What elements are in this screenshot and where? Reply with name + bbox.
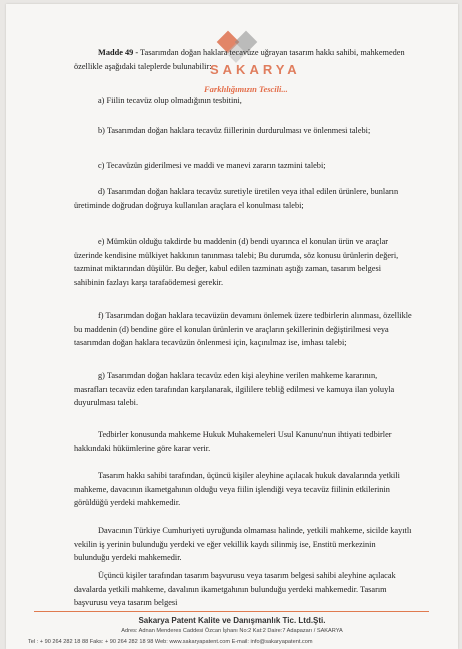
paragraph-yetkili-mahkeme: Tasarım hakkı sahibi tarafından, üçüncü kişiler aleyhine açılacak hukuk davalarında yetkili mahkeme, davacının ikametgahının olduğu veya fiilin işlendiği veya tecavüz fiilinin etkilerinin görüldüğü yerdeki mahkemedir. bbox=[74, 471, 400, 508]
article-item-d: d) Tasarımdan doğan haklara tecavüz suretiyle üretilen veya ithal edilen ürünlere, bunların üretiminde doğrudan doğruya kullanılan araçlara el konulması talebi; bbox=[74, 187, 399, 210]
footer-address: Adres: Adnan Menderes Caddesi Özcan İşhanı No:2 Kat:2 Daire:7 Adapazarı / SAKARYA bbox=[121, 628, 343, 634]
logo-tagline: Farklılığımızın Tescili... bbox=[204, 84, 288, 94]
footer-contact: Tel : + 90 264 282 18 88 Faks: + 90 264 282 18 98 Web: www.sakaryapatent.com E-mail: info@sakaryapatent.com bbox=[28, 639, 313, 645]
article-item-f: f) Tasarımdan doğan haklara tecavüzün devamını önlemek üzere tedbirlerin alınması, özellikle bu maddenin (d) bendine göre el konulan ürünlerin ve araçların şekillerinin değiştirilmesi veya tasarımdan doğan haklara tecavüzün önlenmesi için, kaçınılmaz ise, imhası talebi; bbox=[74, 311, 412, 348]
footer-divider bbox=[34, 611, 429, 612]
paragraph-ucuncu-kisiler: Üçüncü kişiler tarafından tasarım başvurusu veya tasarım belgesi sahibi aleyhine açılacak davalarda yetkili mahkeme, davalının ikametgahının bulunduğu yerdeki mahkemedir. Tasarım başvurusu veya tasarım belgesi bbox=[74, 571, 396, 608]
paragraph-tedbirler: Tedbirler konusunda mahkeme Hukuk Muhakemeleri Usul Kanunu'nun ihtiyati tedbirler hakkındaki hükümlerine göre karar verir. bbox=[74, 430, 392, 453]
footer-company-name: Sakarya Patent Kalite ve Danışmanlık Tic. Ltd.Şti. bbox=[138, 616, 326, 625]
article-item-c: c) Tecavüzün giderilmesi ve maddi ve manevi zararın tazmini talebi; bbox=[98, 161, 326, 170]
article-item-g: g) Tasarımdan doğan haklara tecavüz eden kişi aleyhine verilen mahkeme kararının, masrafları tecavüz eden tarafından karşılanarak, ilgililere tebliğ edilmesi ve kamuya ilan yoluyla duyurulması talebi. bbox=[74, 371, 395, 408]
paragraph-yabanci-davaci: Davacının Türkiye Cumhuriyeti uyruğunda olmaması halinde, yetkili mahkeme, sicilde kayıtlı vekilin iş yerinin bulunduğu yerdeki ve eğer vekillik kaydı silinmiş ise, Enstitü merkezinin bulunduğu yerdeki mahkemedir. bbox=[74, 526, 412, 563]
document-page bbox=[6, 4, 458, 649]
article-heading: Madde 49 - bbox=[98, 48, 139, 57]
logo-wordmark: SAKARYA bbox=[210, 62, 301, 77]
article-intro bbox=[74, 46, 412, 73]
article-intro-text: Tasarımdan doğan haklara tecavüze uğrayan tasarım hakkı sahibi, mahkemeden özellikle aşağıdaki taleplerde bulunabilir: bbox=[74, 48, 405, 71]
article-item-e: e) Mümkün olduğu takdirde bu maddenin (d) bendi uyarınca el konulan ürün ve araçlar üzerinde kendisine mülkiyet hakkının tanınması talebi; Bu durumda, söz konusu ürünlerin değeri, tazminat miktarından düşülür. Bu değer, kabul edilen tazminatı aştığı zaman, tasarım belgesi sahibinin fazlayı karşı tarafaödemesi gerekir. bbox=[74, 237, 399, 287]
article-item-b: b) Tasarımdan doğan haklara tecavüz fiillerinin durdurulması ve önlenmesi talebi; bbox=[98, 126, 371, 135]
article-item-a: a) Fiilin tecavüz olup olmadığının tesbitini, bbox=[98, 96, 242, 105]
